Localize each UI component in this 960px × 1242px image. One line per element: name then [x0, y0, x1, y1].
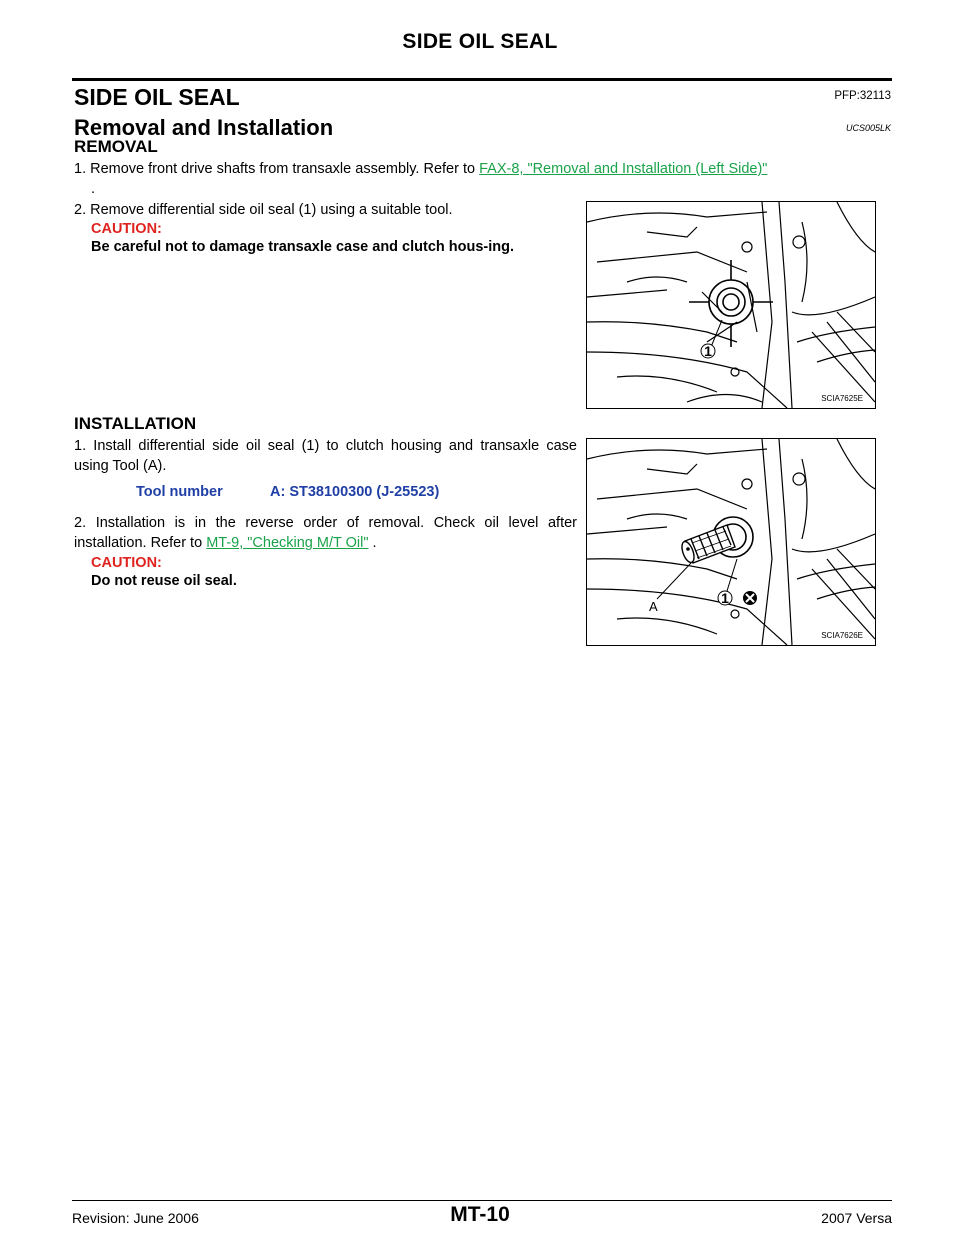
installation-heading: INSTALLATION: [74, 414, 197, 433]
removal-step-1-suffix: .: [91, 181, 96, 197]
section-title: SIDE OIL SEAL: [74, 84, 240, 110]
removal-step-1: [74, 159, 892, 199]
installation-caution: [91, 555, 577, 591]
caution-text: Be careful not to damage transaxle case and clutch hous-ing.: [91, 239, 515, 255]
installation-step-2: [74, 513, 577, 553]
callout-1-label: 1: [704, 343, 712, 359]
figure-code: SCIA7625E: [821, 394, 863, 403]
installation-step-1-text: 1. Install differential side oil seal (1) to clutch housing and transaxle case using Tool (A).: [74, 438, 577, 474]
removal-step-2: 2. Remove differential side oil seal (1) using a suitable tool.: [74, 202, 453, 218]
installation-step-2-suffix: .: [368, 535, 377, 551]
subsection-title: Removal and Installation: [74, 115, 334, 140]
caution-text: Do not reuse oil seal.: [91, 573, 237, 589]
footer-rule: [72, 1200, 892, 1201]
figure-code: SCIA7626E: [821, 631, 863, 640]
caution-label: CAUTION:: [91, 555, 162, 571]
tool-number-value: A: ST38100300 (J-25523): [270, 484, 440, 500]
callout-a-label: A: [649, 599, 658, 614]
transaxle-seal-removal-drawing: [587, 202, 875, 408]
removal-caution: [91, 221, 577, 257]
caution-label: CAUTION:: [91, 221, 162, 237]
removal-heading: REMOVAL: [74, 137, 158, 156]
installation-illustration: [586, 438, 876, 646]
vehicle-model: 2007 Versa: [821, 1210, 892, 1226]
removal-step-1-text: 1. Remove front drive shafts from transaxle assembly. Refer to: [74, 161, 480, 177]
subsection-code: UCS005LK: [845, 123, 891, 133]
revision-date: Revision: June 2006: [72, 1210, 199, 1226]
tool-number-label: Tool number: [136, 484, 223, 500]
running-header: SIDE OIL SEAL: [402, 30, 558, 53]
transaxle-seal-installation-drawing: [587, 439, 875, 645]
do-not-reuse-icon: [743, 591, 757, 605]
installation-step-1: [74, 436, 577, 476]
mt-9-link[interactable]: MT-9, "Checking M/T Oil": [206, 535, 369, 551]
fax-8-link[interactable]: FAX-8, "Removal and Installation (Left Side)": [479, 161, 768, 177]
pfp-code: PFP:32113: [834, 90, 891, 102]
removal-illustration: [586, 201, 876, 409]
installation-step-2-text: 2. Installation is in the reverse order of removal. Check oil level after installation. Refer to: [74, 515, 577, 551]
callout-1-label: 1: [721, 590, 729, 606]
header-rule: [72, 78, 892, 81]
page-number: MT-10: [450, 1203, 510, 1226]
